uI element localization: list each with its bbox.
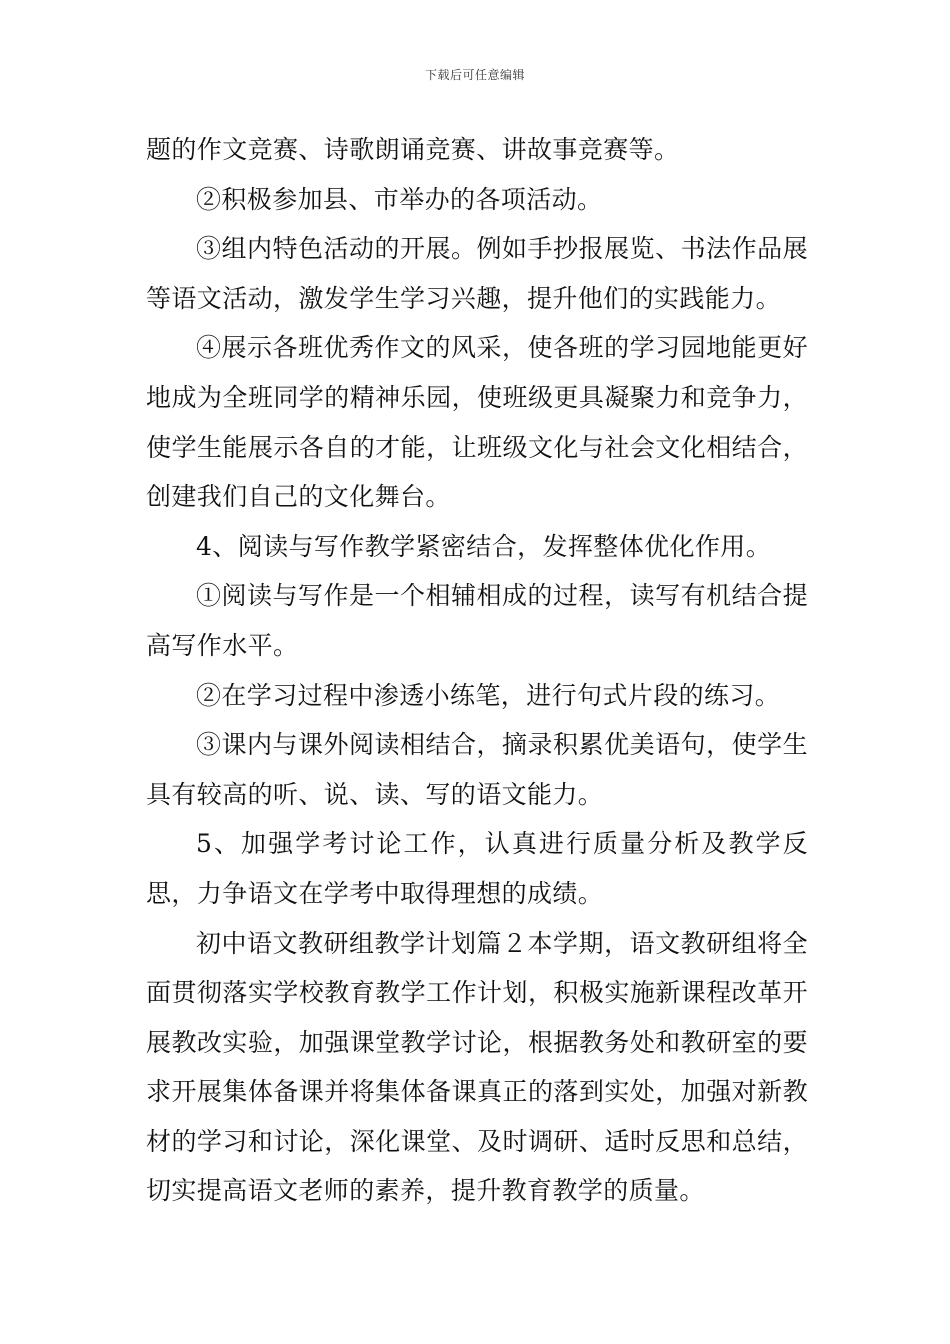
paragraph-item: ①阅读与写作是一个相辅相成的过程，读写有机结合提高写作水平。 <box>146 581 808 660</box>
paragraph-section-heading: 5、加强学考讨论工作，认真进行质量分析及教学反思，力争语文在学考中取得理想的成绩。 <box>146 829 808 908</box>
paragraph-item: ②积极参加县、市举办的各项活动。 <box>196 184 603 214</box>
paragraph-item: ②在学习过程中渗透小练笔，进行句式片段的练习。 <box>196 680 781 710</box>
paragraph-item: ④展示各班优秀作文的风采，使各班的学习园地能更好地成为全班同学的精神乐园，使班级更具凝聚力和竞争力，使学生能展示各自的才能，让班级文化与社会文化相结合，创建我们自己的文化舞台。 <box>146 333 808 512</box>
paragraph-continuation: 题的作文竞赛、诗歌朗诵竞赛、讲故事竞赛等。 <box>146 135 680 164</box>
header-note: 下载后可任意编辑 <box>424 68 525 82</box>
paragraph-section-heading: 4、阅读与写作教学紧密结合，发挥整体优化作用。 <box>196 531 772 561</box>
paragraph-body: 初中语文教研组教学计划篇２本学期，语文教研组将全面贯彻落实学校教育教学工作计划，积极实施新课程改革开展教改实验，加强课堂教学讨论，根据教务处和教研室的要求开展集体备课并将集体备课真正的落到实处，加强对新教材的学习和讨论，深化课堂、及时调研、适时反思和总结，切实提高语文老师的素养，提升教育教学的质量。 <box>146 928 808 1206</box>
paragraph-item: ③课内与课外阅读相结合，摘录积累优美语句，使学生具有较高的听、说、读、写的语文能力。 <box>146 730 808 809</box>
paragraph-item: ③组内特色活动的开展。例如手抄报展览、书法作品展等语文活动，激发学生学习兴趣，提升他们的实践能力。 <box>146 234 808 313</box>
document-body <box>146 125 808 1216</box>
